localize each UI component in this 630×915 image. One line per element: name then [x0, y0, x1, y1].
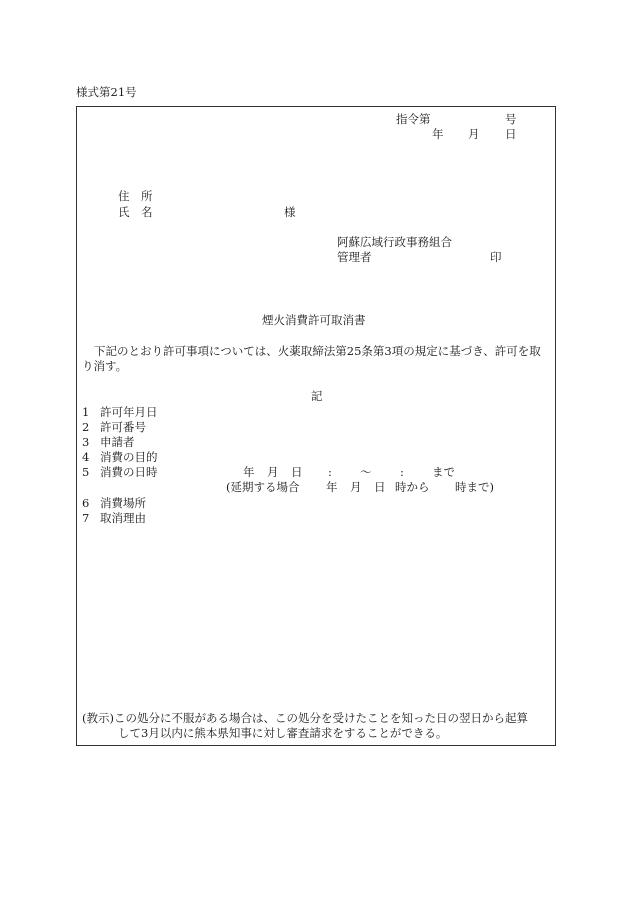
body-line-2: り消す。: [82, 359, 128, 373]
item-number: 6: [82, 496, 90, 510]
item-number: 1: [82, 405, 90, 419]
datetime-colon-end: :: [400, 465, 404, 479]
document-title: 煙火消費許可取消書: [262, 313, 366, 327]
date-month: 月: [468, 127, 480, 141]
date-year: 年: [432, 127, 444, 141]
seal-mark: 印: [490, 250, 502, 264]
name-label: 氏 名: [118, 205, 153, 219]
item-number: 5: [82, 465, 90, 479]
form-number: 様式第21号: [76, 85, 137, 99]
datetime-colon-start: :: [328, 465, 332, 479]
datetime-month: 月: [267, 465, 279, 479]
item-label: 許可年月日: [100, 405, 158, 419]
datetime-until: まで: [432, 465, 455, 479]
datetime-day: 日: [291, 465, 303, 479]
extension-month: 月: [350, 480, 362, 494]
datetime-year: 年: [243, 465, 255, 479]
body-line-1: 下記のとおり許可事項については、火薬取締法第25条第3項の規定に基づき、許可を取: [94, 344, 541, 358]
item-number: 2: [82, 420, 90, 434]
item-label: 申請者: [100, 435, 135, 449]
extension-until-hour: 時まで): [455, 480, 494, 494]
directive-suffix: 号: [505, 112, 517, 126]
notice-line-1: (教示)この処分に不服がある場合は、この処分を受けたことを知った日の翌日から起算: [82, 711, 528, 725]
extension-prefix: (延期する場合: [226, 480, 300, 494]
extension-from-hour: 時から: [395, 480, 430, 494]
item-label: 消費場所: [100, 496, 146, 510]
honorific: 様: [284, 205, 296, 219]
date-day: 日: [505, 127, 517, 141]
list-item: [82, 452, 158, 464]
list-item: [82, 513, 146, 525]
list-item: [82, 467, 158, 479]
item-number: 3: [82, 435, 90, 449]
item-label: 消費の目的: [100, 450, 158, 464]
list-item: [82, 437, 135, 449]
notice-line-2: して3月以内に熊本県知事に対し審査請求をすることができる。: [118, 726, 448, 740]
issuer-organization: 阿蘇広域行政事務組合: [337, 235, 452, 249]
extension-day: 日: [374, 480, 386, 494]
list-item: [82, 422, 146, 434]
datetime-tilde: 〜: [360, 465, 372, 479]
ki-marker: 記: [311, 389, 323, 403]
address-label: 住 所: [118, 189, 153, 203]
item-label: 消費の日時: [100, 465, 158, 479]
item-label: 取消理由: [100, 511, 146, 525]
item-number: 4: [82, 450, 90, 464]
list-item: [82, 498, 146, 510]
item-label: 許可番号: [100, 420, 146, 434]
extension-year: 年: [326, 480, 338, 494]
item-number: 7: [82, 511, 90, 525]
manager-label: 管理者: [337, 250, 372, 264]
directive-prefix: 指令第: [396, 112, 431, 126]
list-item: [82, 407, 158, 419]
